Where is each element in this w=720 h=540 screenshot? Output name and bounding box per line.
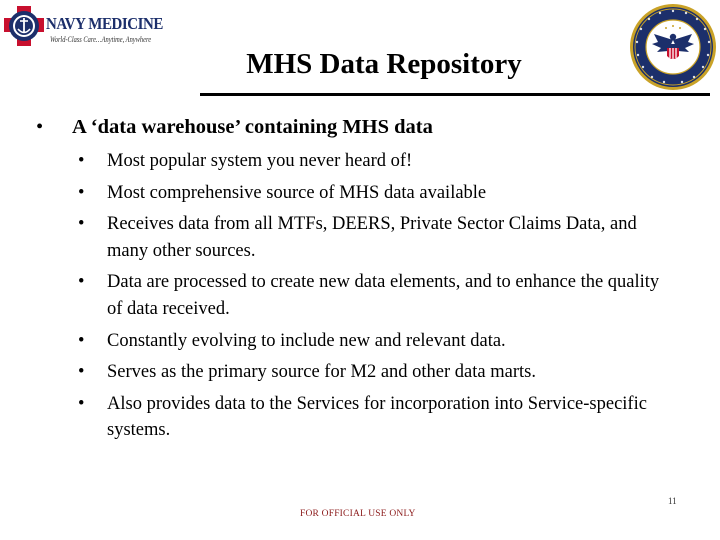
navy-medicine-logo	[4, 4, 163, 50]
list-item	[78, 211, 678, 264]
list-item	[78, 328, 678, 355]
list-item-text: Receives data from all MTFs, DEERS, Private Sector Claims Data, and many other sources.	[107, 214, 637, 261]
bullet-marker: •	[78, 330, 85, 351]
list-item	[78, 359, 678, 386]
list-item	[78, 269, 678, 322]
list-item-text: Most comprehensive source of MHS data available	[107, 182, 487, 203]
list-item-text: Most popular system you never heard of!	[107, 151, 413, 171]
bullet-marker: •	[78, 362, 85, 383]
bullet-marker: •	[78, 393, 85, 414]
page-number: 11	[668, 496, 677, 506]
list-item-text: Serves as the primary source for M2 and other data marts.	[107, 362, 536, 383]
list-item-text: Also provides data to the Services for incorporation into Service-specific systems.	[107, 393, 647, 441]
page-title: MHS Data Repository	[246, 48, 522, 80]
bullet-marker: •	[78, 214, 85, 235]
bullet-marker: •	[78, 151, 85, 171]
classification-footer: FOR OFFICIAL USE ONLY	[300, 509, 416, 519]
title-divider	[200, 93, 710, 96]
list-item-text: Constantly evolving to include new and relevant data.	[107, 330, 506, 351]
navy-medicine-emblem-icon	[4, 4, 48, 50]
bullet-marker: •	[36, 116, 44, 138]
logo-title: NAVY MEDICINE	[46, 14, 163, 33]
list-item	[78, 391, 678, 444]
list-item	[78, 180, 678, 207]
bullet-marker: •	[78, 182, 85, 203]
list-item-text: Data are processed to create new data elements, and to enhance the quality of data received.	[107, 272, 660, 319]
bullet-marker: •	[78, 272, 85, 293]
sub-bullet-list	[78, 148, 678, 449]
list-item	[78, 148, 678, 175]
main-bullet-text: A ‘data warehouse’ containing MHS data	[72, 116, 433, 138]
logo-tagline: World-Class Care…Anytime, Anywhere	[50, 35, 152, 44]
